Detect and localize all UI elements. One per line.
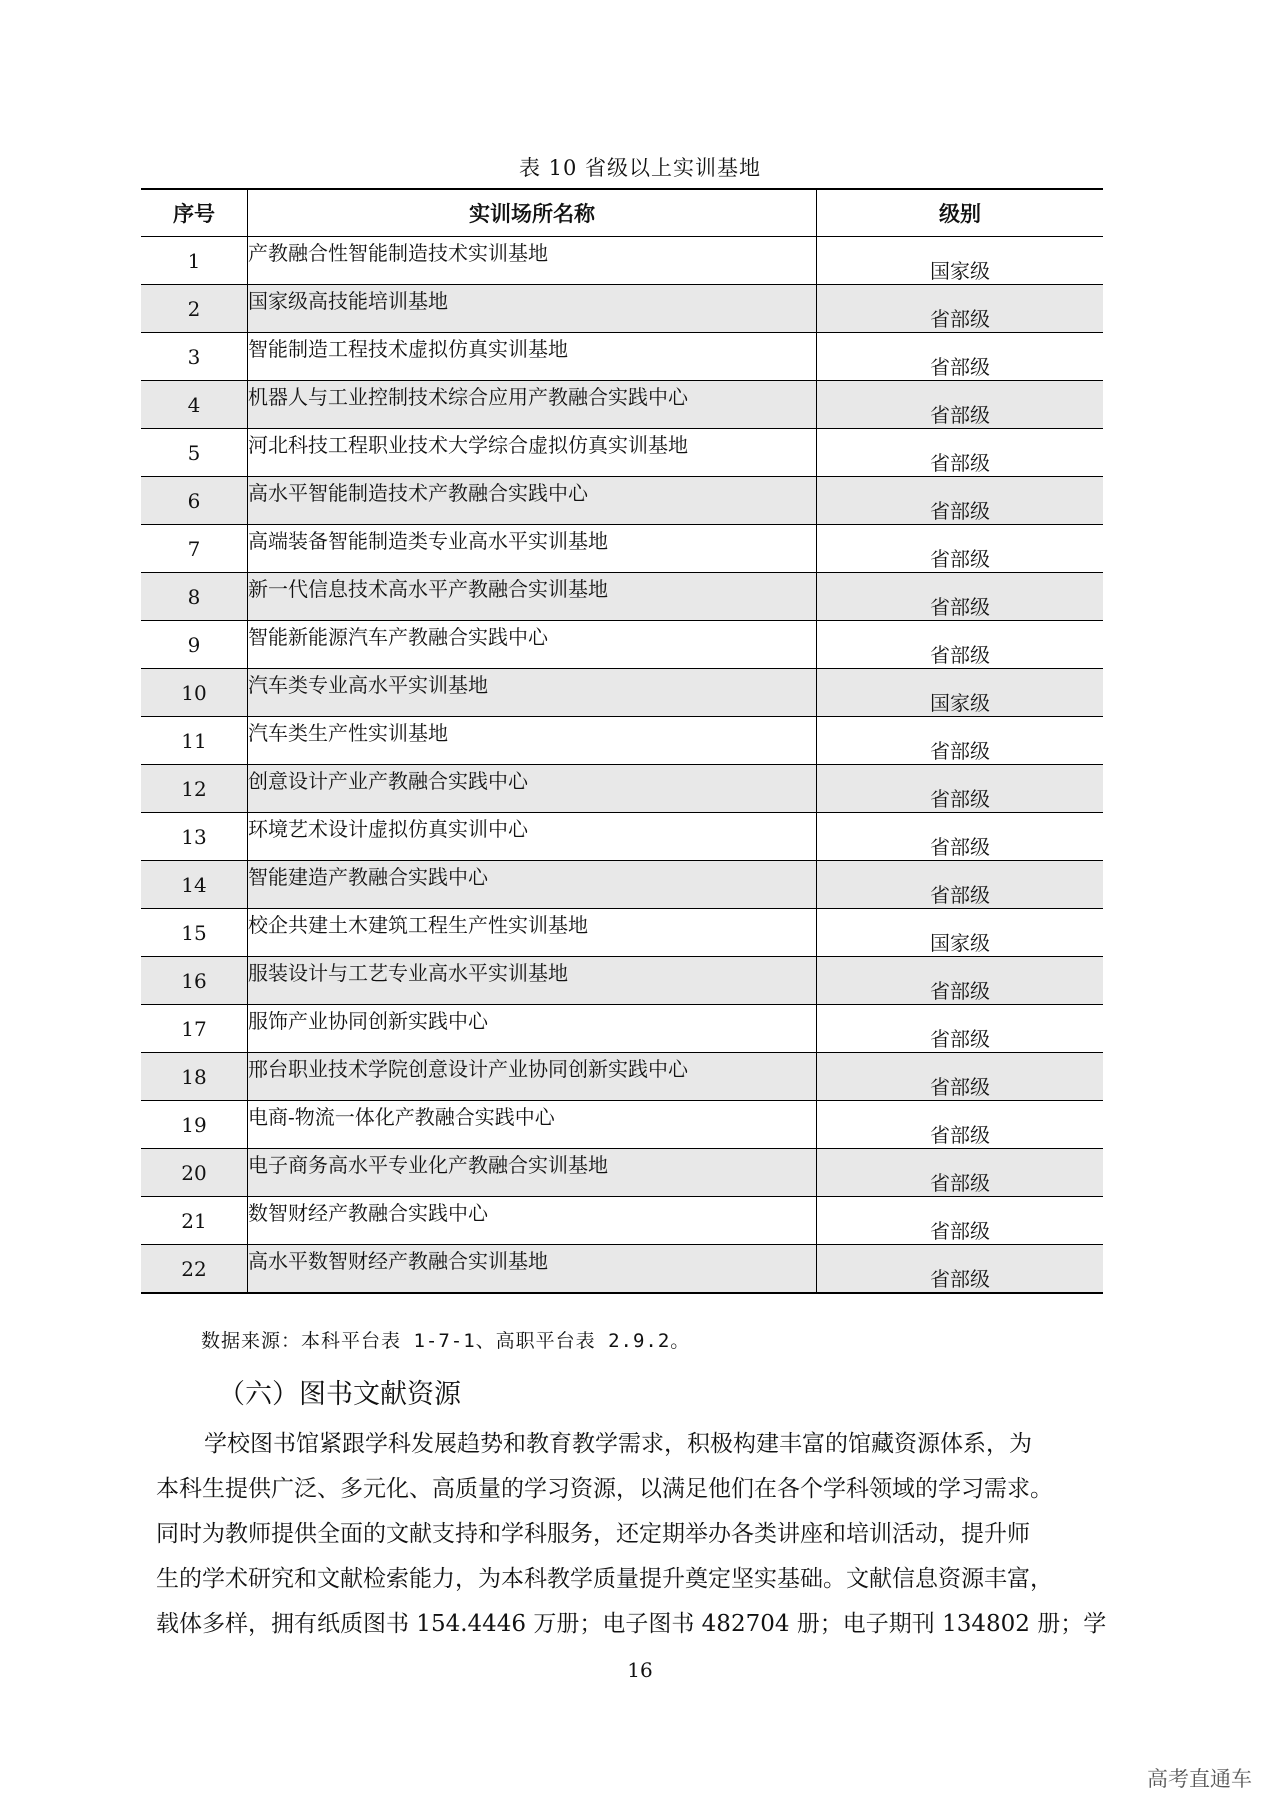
row-level: 省部级 — [817, 813, 1104, 861]
table-caption: 表 10 省级以上实训基地 — [518, 156, 762, 180]
row-name: 汽车类生产性实训基地 — [248, 717, 817, 765]
training-base-table — [141, 188, 1103, 1294]
row-name: 河北科技工程职业技术大学综合虚拟仿真实训基地 — [248, 429, 817, 477]
row-index: 3 — [141, 333, 248, 381]
paragraph-line: 载体多样，拥有纸质图书 154.4446 万册；电子图书 482704 册；电子期刊 134802 册；学 — [156, 1611, 1107, 1637]
table-row — [141, 1245, 1103, 1294]
row-index: 20 — [141, 1149, 248, 1197]
row-index: 8 — [141, 573, 248, 621]
paragraph-line: 学校图书馆紧跟学科发展趋势和教育教学需求，积极构建丰富的馆藏资源体系，为 — [204, 1431, 1032, 1457]
row-level: 省部级 — [817, 525, 1104, 573]
header-level: 级别 — [817, 189, 1104, 237]
table-row — [141, 1149, 1103, 1197]
row-level: 国家级 — [817, 669, 1104, 717]
row-index: 22 — [141, 1245, 248, 1294]
row-name: 汽车类专业高水平实训基地 — [248, 669, 817, 717]
table-row — [141, 909, 1103, 957]
paragraph-line: 本科生提供广泛、多元化、高质量的学习资源，以满足他们在各个学科领域的学习需求。 — [156, 1476, 1053, 1502]
row-index: 19 — [141, 1101, 248, 1149]
row-name: 服饰产业协同创新实践中心 — [248, 1005, 817, 1053]
row-name: 智能新能源汽车产教融合实践中心 — [248, 621, 817, 669]
row-index: 18 — [141, 1053, 248, 1101]
paragraph-line: 生的学术研究和文献检索能力，为本科教学质量提升奠定坚实基础。文献信息资源丰富， — [156, 1566, 1053, 1592]
table-row — [141, 477, 1103, 525]
row-level: 省部级 — [817, 1149, 1104, 1197]
table-row — [141, 1197, 1103, 1245]
row-index: 6 — [141, 477, 248, 525]
row-index: 13 — [141, 813, 248, 861]
row-name: 邢台职业技术学院创意设计产业协同创新实践中心 — [248, 1053, 817, 1101]
page-number: 16 — [627, 1658, 653, 1682]
row-level: 省部级 — [817, 1245, 1104, 1294]
row-name: 电商-物流一体化产教融合实践中心 — [248, 1101, 817, 1149]
header-index: 序号 — [141, 189, 248, 237]
row-name: 创意设计产业产教融合实践中心 — [248, 765, 817, 813]
row-name: 高端装备智能制造类专业高水平实训基地 — [248, 525, 817, 573]
row-name: 电子商务高水平专业化产教融合实训基地 — [248, 1149, 817, 1197]
table-row — [141, 1101, 1103, 1149]
table-row — [141, 717, 1103, 765]
table-row — [141, 1005, 1103, 1053]
row-index: 7 — [141, 525, 248, 573]
row-level: 省部级 — [817, 477, 1104, 525]
row-index: 5 — [141, 429, 248, 477]
row-level: 省部级 — [817, 573, 1104, 621]
row-level: 省部级 — [817, 1197, 1104, 1245]
row-name: 机器人与工业控制技术综合应用产教融合实践中心 — [248, 381, 817, 429]
paragraph-line: 同时为教师提供全面的文献支持和学科服务，还定期举办各类讲座和培训活动，提升师 — [156, 1521, 1030, 1547]
section-heading: （六）图书文献资源 — [218, 1379, 461, 1410]
table-row — [141, 813, 1103, 861]
row-level: 省部级 — [817, 621, 1104, 669]
table-header-row — [141, 189, 1103, 237]
table-row — [141, 381, 1103, 429]
row-level: 省部级 — [817, 381, 1104, 429]
row-name: 国家级高技能培训基地 — [248, 285, 817, 333]
row-index: 21 — [141, 1197, 248, 1245]
row-level: 省部级 — [817, 285, 1104, 333]
row-name: 产教融合性智能制造技术实训基地 — [248, 237, 817, 285]
row-level: 省部级 — [817, 957, 1104, 1005]
row-name: 新一代信息技术高水平产教融合实训基地 — [248, 573, 817, 621]
row-name: 数智财经产教融合实践中心 — [248, 1197, 817, 1245]
table-row — [141, 1053, 1103, 1101]
row-index: 2 — [141, 285, 248, 333]
row-level: 省部级 — [817, 333, 1104, 381]
row-index: 1 — [141, 237, 248, 285]
row-level: 省部级 — [817, 765, 1104, 813]
row-level: 省部级 — [817, 717, 1104, 765]
row-level: 国家级 — [817, 237, 1104, 285]
row-index: 15 — [141, 909, 248, 957]
row-index: 17 — [141, 1005, 248, 1053]
row-level: 省部级 — [817, 1005, 1104, 1053]
row-name: 服装设计与工艺专业高水平实训基地 — [248, 957, 817, 1005]
row-level: 省部级 — [817, 861, 1104, 909]
table-row — [141, 621, 1103, 669]
row-level: 省部级 — [817, 1053, 1104, 1101]
watermark-text: 高考直通车 — [1147, 1767, 1252, 1791]
table-row — [141, 429, 1103, 477]
row-index: 16 — [141, 957, 248, 1005]
row-index: 4 — [141, 381, 248, 429]
row-name: 环境艺术设计虚拟仿真实训中心 — [248, 813, 817, 861]
table-row — [141, 957, 1103, 1005]
row-name: 高水平数智财经产教融合实训基地 — [248, 1245, 817, 1294]
table-row — [141, 573, 1103, 621]
table-row — [141, 861, 1103, 909]
data-source-note: 数据来源：本科平台表 1-7-1、高职平台表 2.9.2。 — [201, 1330, 691, 1352]
row-index: 12 — [141, 765, 248, 813]
table-row — [141, 669, 1103, 717]
row-index: 11 — [141, 717, 248, 765]
row-index: 14 — [141, 861, 248, 909]
row-name: 高水平智能制造技术产教融合实践中心 — [248, 477, 817, 525]
table-row — [141, 525, 1103, 573]
table-row — [141, 765, 1103, 813]
row-level: 省部级 — [817, 429, 1104, 477]
row-name: 智能制造工程技术虚拟仿真实训基地 — [248, 333, 817, 381]
table-row — [141, 285, 1103, 333]
row-name: 智能建造产教融合实践中心 — [248, 861, 817, 909]
header-name: 实训场所名称 — [248, 189, 817, 237]
table-row — [141, 333, 1103, 381]
table-row — [141, 237, 1103, 285]
row-level: 国家级 — [817, 909, 1104, 957]
row-level: 省部级 — [817, 1101, 1104, 1149]
row-index: 9 — [141, 621, 248, 669]
row-name: 校企共建土木建筑工程生产性实训基地 — [248, 909, 817, 957]
row-index: 10 — [141, 669, 248, 717]
